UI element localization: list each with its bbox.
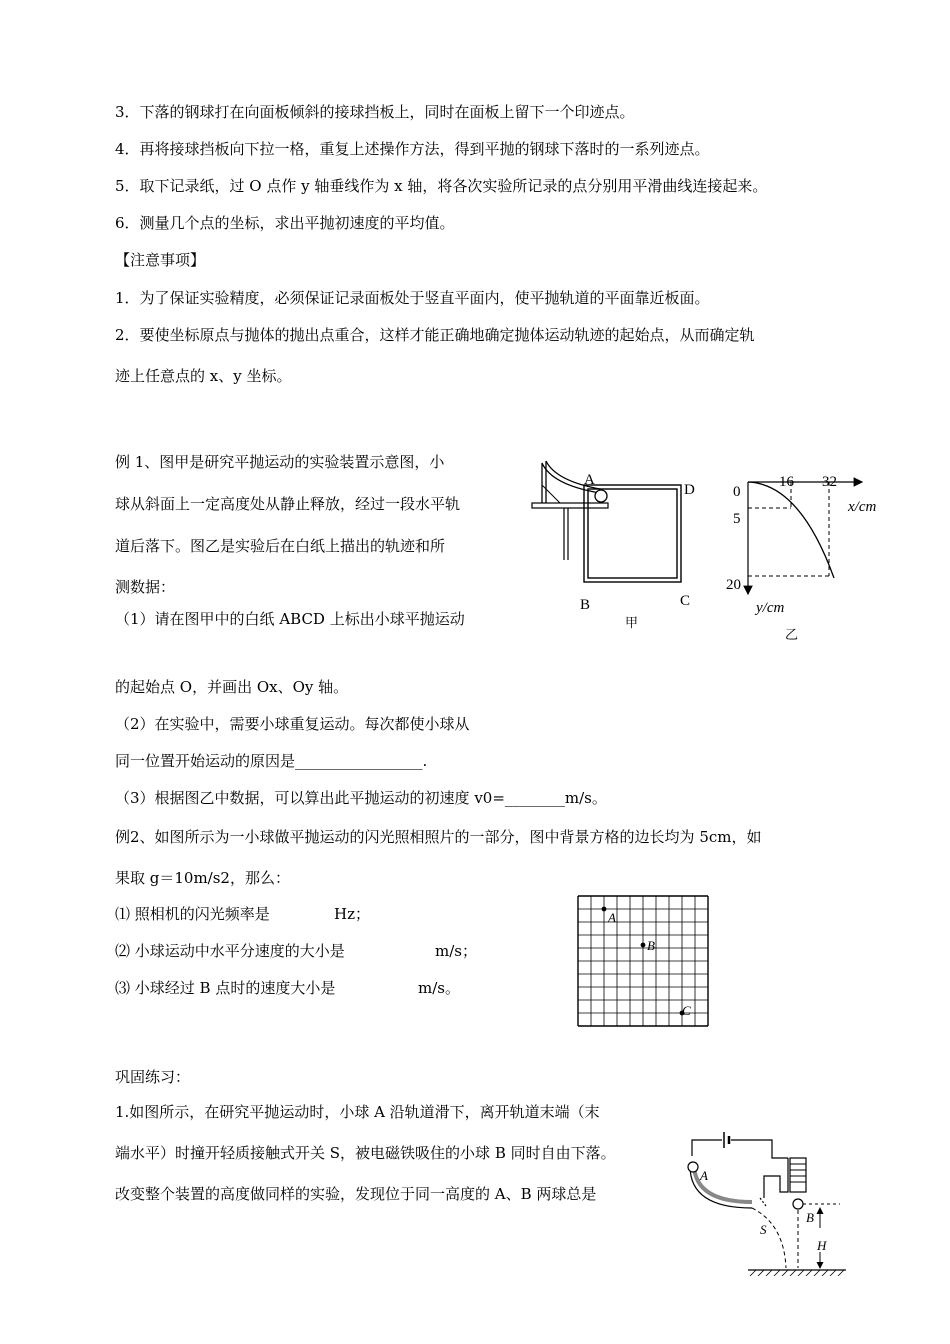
notes-heading: 【注意事项】 <box>115 251 206 269</box>
point-A <box>602 907 607 912</box>
example-2-question-3: ⑶ 小球经过 B 点时的速度大小是 <box>115 979 336 997</box>
practice-label-H: H <box>817 1238 827 1253</box>
example-2-line-1: 例2、如图所示为一小球做平抛运动的闪光照相照片的一部分，图中背景方格的边长均为 5cm，如 <box>115 828 762 846</box>
step-3: 3．下落的钢球打在向面板倾斜的接球挡板上，同时在面板上留下一个印迹点。 <box>115 103 635 121</box>
note-2-line-1: 2．要使坐标原点与抛体的抛出点重合，这样才能正确地确定抛体运动轨迹的起始点，从而确定轨 <box>115 326 755 344</box>
graph-x-axis-label: x/cm <box>848 499 877 515</box>
grid-label-C: C <box>682 1003 691 1018</box>
example-1-question-1-line-1: （1）请在图甲中的白纸 ABCD 上标出小球平抛运动 <box>115 610 465 628</box>
practice-1-line-1: 1.如图所示，在研究平抛运动时，小球 A 沿轨道滑下，离开轨道末端（末 <box>115 1103 600 1121</box>
example-2-line-2: 果取 g＝10m/s2，那么： <box>115 869 290 887</box>
step-4: 4．再将接球挡板向下拉一格，重复上述操作方法，得到平抛的钢球下落时的一系列迹点。 <box>115 140 710 158</box>
label-D: D <box>684 482 695 498</box>
example-1-line-3: 道后落下。图乙是实验后在白纸上描出的轨迹和所 <box>115 537 446 555</box>
apparatus-diagram <box>530 455 710 595</box>
grid-label-A: A <box>608 910 616 925</box>
graph-x-tick-32: 32 <box>822 474 837 490</box>
graph-y-tick-20: 20 <box>726 577 741 593</box>
graph-x-tick-16: 16 <box>779 474 794 490</box>
example-2-question-1-unit: Hz； <box>334 905 370 923</box>
label-A: A <box>584 472 595 488</box>
caption-jia: 甲 <box>625 615 639 630</box>
example-1-line-1: 例 1、图甲是研究平抛运动的实验装置示意图，小 <box>115 453 445 471</box>
step-6: 6．测量几个点的坐标，求出平抛初速度的平均值。 <box>115 214 455 232</box>
practice-1-line-3: 改变整个装置的高度做同样的实验，发现位于同一高度的 A、B 两球总是 <box>115 1185 597 1203</box>
practice-label-S: S <box>760 1222 767 1237</box>
point-B <box>641 943 646 948</box>
caption-yi: 乙 <box>785 627 799 642</box>
label-C: C <box>680 593 691 609</box>
example-1-line-2: 球从斜面上一定高度处从静止释放，经过一段水平轨 <box>115 495 461 513</box>
practice-label-A: A <box>700 1168 708 1183</box>
example-1-question-1-line-2: 的起始点 O，并画出 Ox、Oy 轴。 <box>115 678 349 696</box>
note-2-line-2: 迹上任意点的 x、y 坐标。 <box>115 367 292 385</box>
graph-origin: 0 <box>733 484 741 500</box>
example-1-line-4: 测数据： <box>115 578 176 596</box>
example-2-question-1: ⑴ 照相机的闪光频率是 <box>115 905 270 923</box>
practice-1-line-2: 端水平）时撞开轻质接触式开关 S，被电磁铁吸住的小球 B 同时自由下落。 <box>115 1144 616 1162</box>
practice-heading: 巩固练习： <box>115 1068 191 1086</box>
example-2-question-3-unit: m/s。 <box>418 979 460 997</box>
practice-label-B: B <box>806 1210 814 1225</box>
note-1: 1．为了保证实验精度，必须保证记录面板处于竖直平面内，使平抛轨道的平面靠近板面。 <box>115 289 710 307</box>
grid-label-B: B <box>647 938 655 953</box>
label-B: B <box>580 597 591 613</box>
trajectory-graph <box>740 470 880 600</box>
example-2-question-2-unit: m/s； <box>435 942 477 960</box>
free-fall-apparatus <box>680 1128 850 1278</box>
graph-y-tick-5: 5 <box>733 511 741 527</box>
step-5: 5．取下记录纸，过 O 点作 y 轴垂线作为 x 轴，将各次实验所记录的点分别用平滑曲线连接起来。 <box>115 177 768 195</box>
example-1-question-2-line-2: 同一位置开始运动的原因是_________________. <box>115 752 428 770</box>
graph-y-axis-label: y/cm <box>756 600 785 616</box>
example-1-question-2-line-1: （2）在实验中，需要小球重复运动。每次都使小球从 <box>115 715 470 733</box>
example-1-question-3: （3）根据图乙中数据，可以算出此平抛运动的初速度 v0=________m/s。 <box>115 789 607 807</box>
example-2-question-2: ⑵ 小球运动中水平分速度的大小是 <box>115 942 345 960</box>
